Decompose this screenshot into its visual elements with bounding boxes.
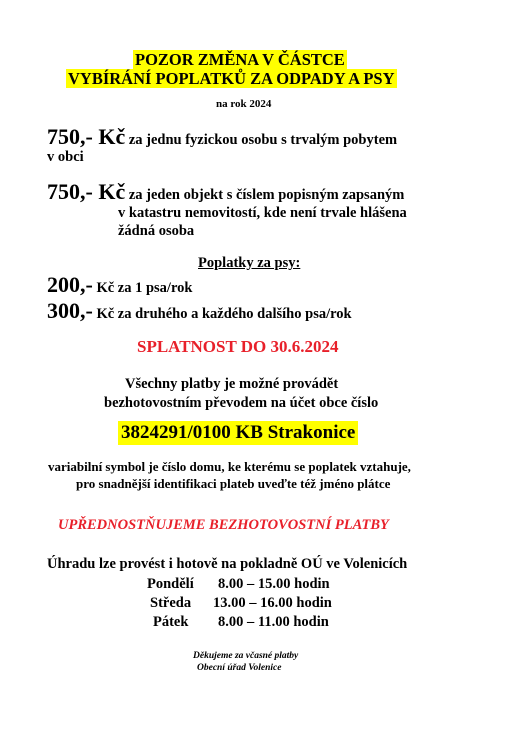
- headline-change: POZOR ZMĚNA V ČÁSTCE: [135, 50, 345, 69]
- hours-day-wednesday: Středa: [150, 595, 192, 611]
- hours-time-friday: 8.00 – 11.00 hodin: [218, 614, 329, 630]
- bank-account: 3824291/0100 KB Strakonice: [118, 421, 358, 445]
- variable-symbol-line-1: variabilní symbol je číslo domu, ke kterému se poplatek vztahuje,: [48, 459, 411, 474]
- payment-line-2: bezhotovostním převodem na účet obce číslo: [104, 395, 379, 411]
- dog-fee-first-amount: 200,-: [47, 272, 93, 297]
- fee-person-text: za jednu fyzickou osobu s trvalým pobytem: [125, 132, 398, 148]
- cash-payment-line: Úhradu lze provést i hotově na pokladně OÚ ve Volenicích: [47, 556, 408, 572]
- fee-person-text-cont: v obci: [47, 149, 84, 165]
- hours-time-monday: 8.00 – 15.00 hodin: [218, 576, 330, 592]
- dog-fee-next-text: Kč za druhého a každého dalšího psa/rok: [92, 306, 352, 322]
- dog-fee-next-amount: 300,-: [47, 298, 93, 323]
- dog-fee-first: [47, 272, 192, 298]
- fee-object-amount: 750,- Kč: [47, 179, 126, 204]
- preference-note: UPŘEDNOSTŇUJEME BEZHOTOVOSTNÍ PLATBY: [58, 517, 389, 533]
- office-signature: Obecní úřad Volenice: [197, 663, 282, 673]
- fee-object-text-cont-1: v katastru nemovitostí, kde není trvale hlášena: [118, 205, 407, 221]
- hours-day-monday: Pondělí: [147, 576, 194, 592]
- headline-fees: VYBÍRÁNÍ POPLATKŮ ZA ODPADY A PSY: [68, 69, 395, 88]
- hours-day-friday: Pátek: [153, 614, 189, 630]
- fee-object-text-cont-2: žádná osoba: [118, 223, 195, 239]
- dog-fees-heading: Poplatky za psy:: [198, 255, 301, 271]
- thanks-note: Děkujeme za včasné platby: [193, 651, 299, 661]
- dog-fee-first-text: Kč za 1 psa/rok: [92, 280, 193, 296]
- year-label: na rok 2024: [216, 98, 272, 110]
- fee-person-amount: 750,- Kč: [47, 124, 126, 149]
- payment-line-1: Všechny platby je možné provádět: [125, 376, 339, 392]
- hours-time-wednesday: 13.00 – 16.00 hodin: [213, 595, 332, 611]
- due-date: SPLATNOST DO 30.6.2024: [137, 337, 339, 356]
- fee-person: [47, 124, 397, 150]
- dog-fee-next: [47, 298, 352, 324]
- variable-symbol-line-2: pro snadnější identifikaci plateb uveďte též jméno plátce: [76, 476, 391, 491]
- fee-object: [47, 179, 404, 205]
- fee-object-text: za jeden objekt s číslem popisným zapsaným: [125, 187, 405, 203]
